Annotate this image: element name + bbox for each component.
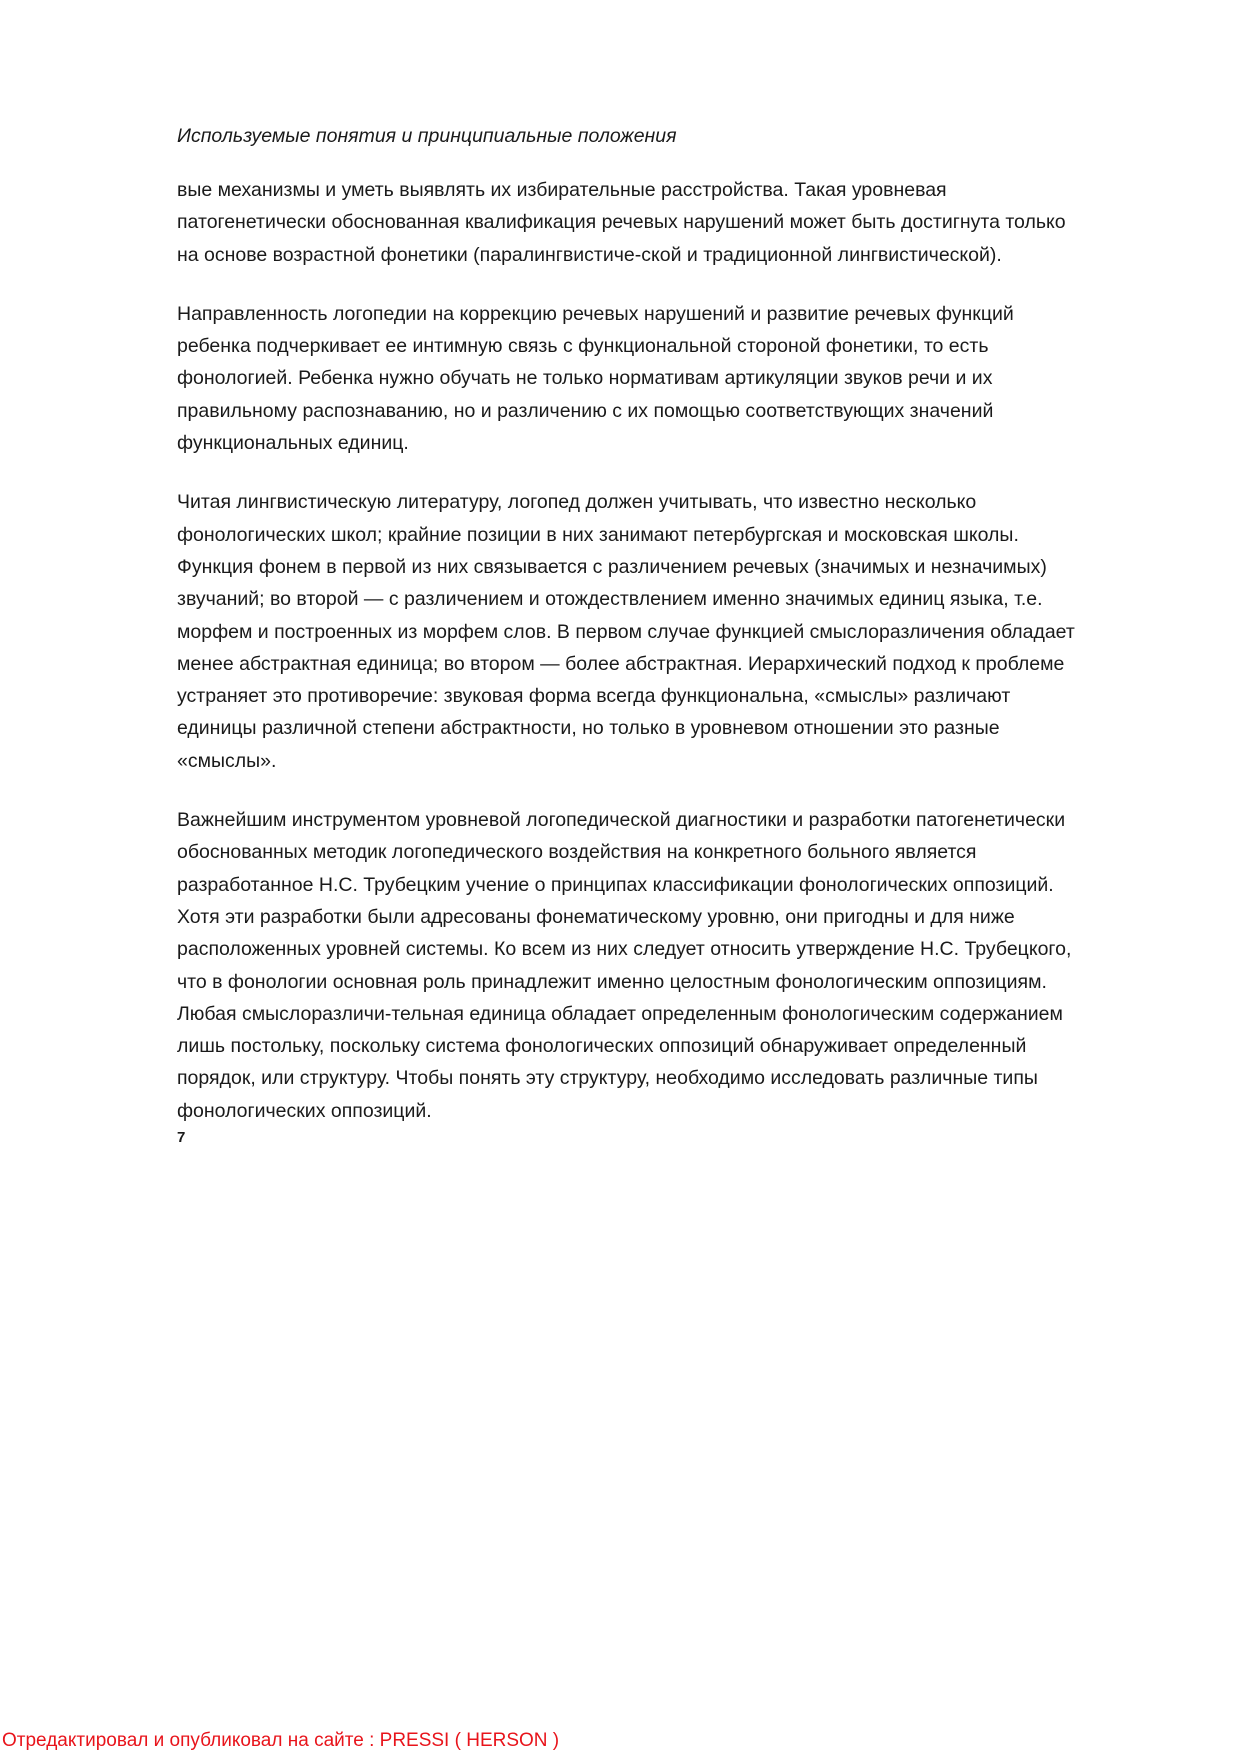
paragraph-line: фонологических школ; крайние позиции в них занимают петербургская и московская школы. (177, 523, 1019, 546)
paragraph-1 (177, 174, 1157, 271)
paragraph-line: патогенетически обоснованная квалификация речевых нарушений может быть достигнута только (177, 211, 1066, 234)
paragraph-line: ребенка подчеркивает ее интимную связь с функциональной стороной фонетики, то есть (177, 335, 989, 358)
paragraph-line: обоснованных методик логопедического воздействия на конкретного больного является (177, 841, 977, 864)
paragraph-line: Важнейшим инструментом уровневой логопедической диагностики и разработки патогенетически (177, 809, 1066, 832)
paragraph-line: Читая лингвистическую литературу, логопед должен учитывать, что известно несколько (177, 491, 977, 514)
body-text (177, 174, 1157, 1154)
publisher-footer-note: Отредактировал и опубликовал на сайте : PRESSI ( HERSON ) (2, 1730, 560, 1751)
paragraph-line: устраняет это противоречие: звуковая форма всегда функциональна, «смыслы» различают (177, 685, 1011, 708)
paragraph-line: звучаний; во второй — с различением и отождествлением именно значимых единиц языка, т.е. (177, 588, 1043, 611)
page-number: 7 (177, 1129, 186, 1146)
paragraph-line: Хотя эти разработки были адресованы фонематическому уровню, они пригодны и для ниже (177, 905, 1015, 928)
paragraph-line: вые механизмы и уметь выявлять их избирательные расстройства. Такая уровневая (177, 179, 947, 201)
paragraph-line: морфем и построенных из морфем слов. В первом случае функцией смыслоразличения обладает (177, 620, 1075, 643)
paragraph-line: разработанное Н.С. Трубецким учение о принципах классификации фонологических оппозиций. (177, 873, 1054, 896)
paragraph-line: менее абстрактная единица; во втором — более абстрактная. Иерархический подход к проблеме (177, 652, 1065, 675)
paragraph-line: Любая смыслоразличи-тельная единица обладает определенным фонологическим содержанием (177, 1002, 1063, 1025)
paragraph-line: «смыслы». (177, 749, 277, 772)
paragraph-2 (177, 298, 1157, 459)
paragraph-line: фонологических оппозиций. (177, 1099, 432, 1122)
paragraph-line: на основе возрастной фонетики (паралингвистиче-ской и традиционной лингвистической). (177, 243, 1002, 266)
paragraph-3 (177, 486, 1157, 777)
paragraph-line: функциональных единиц. (177, 432, 409, 455)
paragraph-line: фонологией. Ребенка нужно обучать не только нормативам артикуляции звуков речи и их (177, 367, 993, 390)
paragraph-line: Направленность логопедии на коррекцию речевых нарушений и развитие речевых функций (177, 302, 1014, 325)
paragraph-4 (177, 804, 1157, 1127)
paragraph-line: расположенных уровней системы. Ко всем из них следует относить утверждение Н.С. Трубецкого, (177, 938, 1072, 961)
paragraph-line: единицы различной степени абстрактности, но только в уровневом отношении это разные (177, 717, 1000, 740)
paragraph-line: что в фонологии основная роль принадлежит именно целостным фонологическим оппозициям. (177, 970, 1047, 993)
paragraph-line: порядок, или структуру. Чтобы понять эту структуру, необходимо исследовать различные типы (177, 1067, 1038, 1090)
paragraph-line: правильному распознаванию, но и различению с их помощью соответствующих значений (177, 399, 994, 422)
paragraph-line: лишь постольку, поскольку система фонологических оппозиций обнаруживает определенный (177, 1035, 1027, 1058)
paragraph-line: Функция фонем в первой из них связывается с различением речевых (значимых и незначимых) (177, 555, 1047, 578)
running-head: Используемые понятия и принципиальные положения (177, 125, 677, 147)
